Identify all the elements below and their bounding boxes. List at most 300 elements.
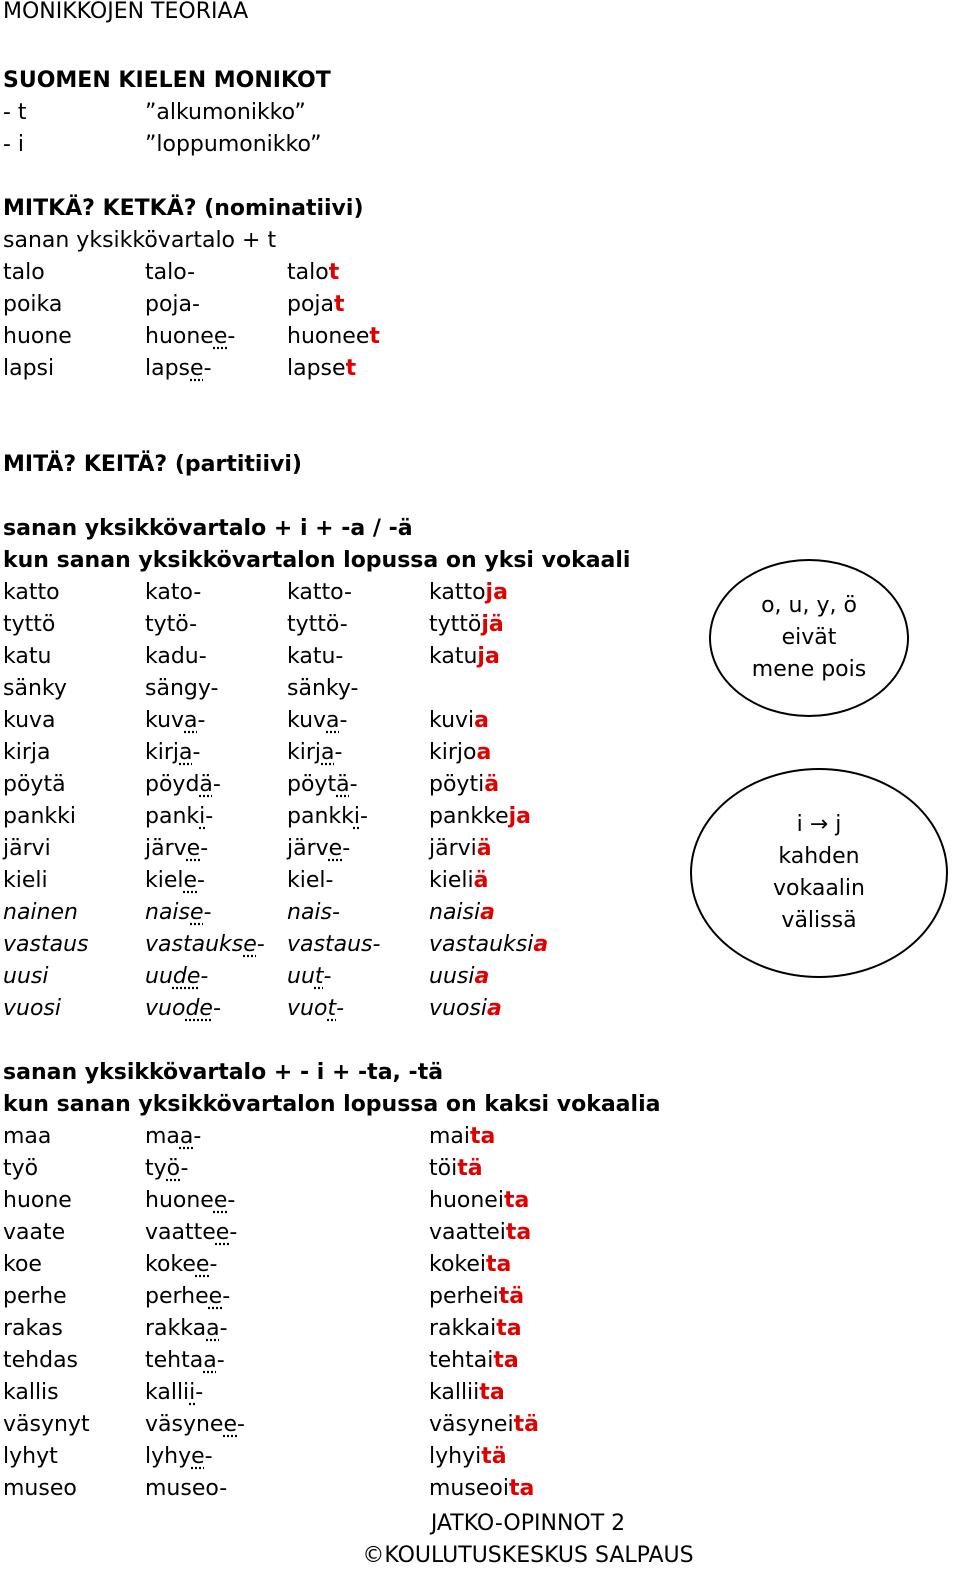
stem-text: uu xyxy=(145,964,173,989)
stem-cell xyxy=(287,993,344,1025)
stem-cell xyxy=(145,1473,227,1505)
stem-text: pöyt xyxy=(287,772,337,797)
plural-ending: jä xyxy=(481,612,504,637)
stem-text: lyhy xyxy=(145,1444,192,1469)
stem-cell xyxy=(287,673,358,705)
intro-row xyxy=(0,97,700,129)
word-text: rakas xyxy=(3,1316,63,1341)
plural-form xyxy=(429,641,500,673)
word-row xyxy=(0,673,700,705)
plural-stem: mai xyxy=(429,1124,471,1149)
base-word xyxy=(3,705,56,737)
stem-cell xyxy=(145,641,207,673)
stem-hyphen: - xyxy=(204,1444,213,1469)
plural-ending: tä xyxy=(457,1156,483,1181)
stem-cell xyxy=(145,705,205,737)
base-word xyxy=(3,289,62,321)
plural-ending: a xyxy=(480,900,495,925)
stem-cell xyxy=(287,897,340,929)
stem-cell xyxy=(145,1249,217,1281)
plural-ending: ta xyxy=(486,1252,512,1277)
plural-stem: poja xyxy=(287,292,335,317)
word-text: kallis xyxy=(3,1380,59,1405)
word-row xyxy=(0,929,700,961)
word-text: kirja xyxy=(3,740,51,765)
stem-cell xyxy=(145,577,201,609)
base-word xyxy=(3,993,61,1025)
stem-vowel: e xyxy=(213,324,228,349)
stem-vowel: e xyxy=(215,1220,230,1245)
word-row xyxy=(0,1473,700,1505)
i-to-j-bubble xyxy=(690,768,948,978)
nominative-rule: sanan yksikkövartalo + t xyxy=(3,228,277,253)
stem-hyphen: - xyxy=(349,772,358,797)
plural-form xyxy=(429,1281,524,1313)
word-row xyxy=(0,1217,700,1249)
base-word xyxy=(3,929,88,961)
stem-text: sänky- xyxy=(287,676,359,701)
word-text: väsynyt xyxy=(3,1412,90,1437)
stem-hyphen: - xyxy=(229,1220,238,1245)
stem-hyphen: - xyxy=(222,1284,231,1309)
plural-form xyxy=(287,321,380,353)
word-row xyxy=(0,641,700,673)
stem-cell xyxy=(145,833,208,865)
word-row xyxy=(0,321,700,353)
stem-text: perhe xyxy=(145,1284,209,1309)
footer-copyright: ©KOULUTUSKESKUS SALPAUS xyxy=(362,1543,694,1568)
word-row xyxy=(0,993,700,1025)
word-row xyxy=(0,769,700,801)
plural-stem: katu xyxy=(429,644,478,669)
stem-hyphen: - xyxy=(212,996,221,1021)
stem-vowel: de xyxy=(185,996,213,1021)
word-text: poika xyxy=(3,292,63,317)
stem-text: laps xyxy=(145,356,191,381)
base-word xyxy=(3,1377,59,1409)
word-row xyxy=(0,257,700,289)
stem-hyphen: - xyxy=(203,900,212,925)
plural-stem: järvi xyxy=(429,836,477,861)
stem-hyphen: - xyxy=(205,804,214,829)
base-word xyxy=(3,897,78,929)
base-word xyxy=(3,321,72,353)
stem-hyphen: - xyxy=(227,1188,236,1213)
word-row xyxy=(0,865,700,897)
bubble-from-letter: i xyxy=(796,812,803,837)
plural-stem: kieli xyxy=(429,868,474,893)
word-row xyxy=(0,353,700,385)
stem-text: rakka xyxy=(145,1316,207,1341)
stem-text: pank xyxy=(145,804,200,829)
bubble-line: kahden xyxy=(778,844,860,869)
stem-text: kiel xyxy=(145,868,184,893)
stem-vowel: t xyxy=(314,964,324,989)
plural-stem: tyttö xyxy=(429,612,482,637)
bubble-line: vokaalin xyxy=(773,876,865,901)
word-text: perhe xyxy=(3,1284,67,1309)
stem-text: ma xyxy=(145,1124,180,1149)
plural-form xyxy=(429,833,492,865)
stem-vowel: ä xyxy=(199,772,213,797)
stem-cell xyxy=(145,897,212,929)
plural-form xyxy=(429,1345,519,1377)
stem-hyphen: - xyxy=(334,740,343,765)
stem-text: vuo xyxy=(287,996,328,1021)
plural-ending: tä xyxy=(513,1412,539,1437)
stem-text: museo- xyxy=(145,1476,228,1501)
plural-ending: t xyxy=(345,356,357,381)
stem-text: pöyd xyxy=(145,772,200,797)
word-text: lapsi xyxy=(3,356,55,381)
plural-ending: a xyxy=(474,964,490,989)
stem-vowel: a xyxy=(321,740,335,765)
plural-ending: ta xyxy=(479,1380,505,1405)
stem-text: ty xyxy=(145,1156,167,1181)
plural-stem: töi xyxy=(429,1156,458,1181)
stem-hyphen: - xyxy=(237,1412,245,1437)
plural-stem: perhei xyxy=(429,1284,499,1309)
stem-hyphen: - xyxy=(216,1348,225,1373)
stem-text: kato- xyxy=(145,580,202,605)
word-row xyxy=(0,801,700,833)
word-row xyxy=(0,737,700,769)
stem-cell xyxy=(145,1313,228,1345)
stem-hyphen: - xyxy=(256,932,265,957)
plural-ending: ta xyxy=(505,1220,532,1245)
stem-cell xyxy=(145,801,213,833)
plural-form xyxy=(429,769,499,801)
base-word xyxy=(3,577,60,609)
stem-hyphen: - xyxy=(336,996,345,1021)
plural-ending: ta xyxy=(496,1316,522,1341)
bubble-to-letter: j xyxy=(835,812,842,837)
stem-cell xyxy=(145,1377,203,1409)
word-text: vuosi xyxy=(3,996,61,1021)
footer-course: JATKO-OPINNOT 2 xyxy=(430,1511,626,1536)
stem-cell xyxy=(287,609,348,641)
word-row xyxy=(0,1121,700,1153)
stem-hyphen: - xyxy=(195,1380,204,1405)
stem-vowel: a xyxy=(184,708,198,733)
word-row xyxy=(0,1249,700,1281)
stem-vowel: a xyxy=(206,1316,220,1341)
base-word xyxy=(3,673,67,705)
plural-stem: kuvi xyxy=(429,708,475,733)
plural-ending: ä xyxy=(484,772,500,797)
stem-text: uu xyxy=(287,964,315,989)
base-word xyxy=(3,1153,38,1185)
stem-cell xyxy=(145,289,200,321)
stem-vowel: e xyxy=(186,836,201,861)
stem-cell xyxy=(287,769,358,801)
stem-cell xyxy=(287,961,331,993)
base-word xyxy=(3,1281,67,1313)
base-word xyxy=(3,641,51,673)
stem-vowel: i xyxy=(199,804,206,829)
word-row xyxy=(0,1409,700,1441)
plural-stem: vuosi xyxy=(429,996,487,1021)
base-word xyxy=(3,833,51,865)
stem-text: kirj xyxy=(145,740,180,765)
stem-cell xyxy=(145,1409,245,1441)
stem-text: tytö- xyxy=(145,612,198,637)
stem-vowel: a xyxy=(179,740,193,765)
stem-vowel: e xyxy=(328,836,343,861)
plural-stem: huonei xyxy=(429,1188,504,1213)
plural-form xyxy=(429,1217,531,1249)
word-text: kuva xyxy=(3,708,56,733)
stem-cell xyxy=(145,673,218,705)
word-text: pöytä xyxy=(3,772,66,797)
word-row xyxy=(0,1185,700,1217)
stem-text: kalli xyxy=(145,1380,190,1405)
plural-ending: tä xyxy=(481,1444,507,1469)
plural-ending: ja xyxy=(508,804,532,829)
plural-suffix: - t xyxy=(3,100,27,125)
plural-ending: t xyxy=(369,324,380,349)
base-word xyxy=(3,1249,42,1281)
stem-cell xyxy=(287,833,350,865)
plural-form xyxy=(429,865,488,897)
stem-cell xyxy=(145,1217,237,1249)
stem-text: vastaus- xyxy=(287,932,381,957)
stem-text: kirj xyxy=(287,740,322,765)
stem-cell xyxy=(145,769,221,801)
stem-cell xyxy=(145,1281,230,1313)
stem-vowel: e xyxy=(223,1412,238,1437)
word-row xyxy=(0,577,700,609)
stem-text: pankk xyxy=(287,804,354,829)
stem-cell xyxy=(145,257,195,289)
word-text: nainen xyxy=(3,900,78,925)
plural-stem: katto xyxy=(429,580,486,605)
word-text: tyttö xyxy=(3,612,56,637)
stem-vowel: e xyxy=(243,932,257,957)
stem-text: järv xyxy=(287,836,329,861)
plural-ending: t xyxy=(328,260,340,285)
word-row xyxy=(0,705,700,737)
bubble-line: mene pois xyxy=(751,657,867,682)
stem-cell xyxy=(145,353,212,385)
plural-form xyxy=(429,929,548,961)
stem-cell xyxy=(145,1441,213,1473)
word-row xyxy=(0,897,700,929)
stem-vowel: e xyxy=(195,1252,210,1277)
stem-text: järv xyxy=(145,836,187,861)
stem-vowel: i xyxy=(353,804,360,829)
stem-hyphen: - xyxy=(360,804,368,829)
bubble-line: välissä xyxy=(781,908,857,933)
stem-cell xyxy=(287,801,368,833)
stem-text: vuo xyxy=(145,996,186,1021)
bubble-line xyxy=(797,809,842,841)
stem-vowel: a xyxy=(326,708,340,733)
stem-text: koke xyxy=(145,1252,196,1277)
word-text: työ xyxy=(3,1156,39,1181)
plural-suffix: - i xyxy=(3,132,25,157)
plural-name: ”loppumonikko” xyxy=(145,132,322,157)
plural-form xyxy=(429,737,491,769)
plural-form xyxy=(429,1377,505,1409)
plural-stem: tehtai xyxy=(429,1348,494,1373)
stem-hyphen: - xyxy=(203,356,212,381)
intro-row xyxy=(0,129,700,161)
stem-cell xyxy=(145,609,197,641)
plural-ending: ta xyxy=(493,1348,519,1373)
page-title: MONIKKOJEN TEORIAA xyxy=(3,0,249,24)
stem-cell xyxy=(287,929,380,961)
stem-vowel: e xyxy=(190,356,204,381)
stem-text: kuv xyxy=(287,708,327,733)
plural-stem: vaattei xyxy=(429,1220,506,1245)
plural-stem: pankke xyxy=(429,804,509,829)
stem-cell xyxy=(145,737,200,769)
stem-text: kuv xyxy=(145,708,185,733)
plural-ending: tä xyxy=(498,1284,525,1309)
word-row xyxy=(0,1441,700,1473)
plural-stem: naisi xyxy=(429,900,481,925)
stem-text: huone xyxy=(145,1188,214,1213)
plural-ending: ta xyxy=(503,1188,530,1213)
plural-stem: lapse xyxy=(287,356,346,381)
word-text: tehdas xyxy=(3,1348,79,1373)
base-word xyxy=(3,801,76,833)
base-word xyxy=(3,1185,72,1217)
word-text: katu xyxy=(3,644,52,669)
stem-text: poja- xyxy=(145,292,200,317)
word-text: museo xyxy=(3,1476,77,1501)
stem-cell xyxy=(145,321,235,353)
plural-form xyxy=(429,1153,483,1185)
stem-text: kiel- xyxy=(287,868,334,893)
plural-ending: a xyxy=(474,708,489,733)
plural-stem: kokei xyxy=(429,1252,487,1277)
stem-vowel: a xyxy=(203,1348,217,1373)
word-text: lyhyt xyxy=(3,1444,58,1469)
stem-vowel: ö xyxy=(166,1156,181,1181)
word-text: maa xyxy=(3,1124,52,1149)
stem-hyphen: - xyxy=(339,708,348,733)
base-word xyxy=(3,257,45,289)
partitive-rule-2: sanan yksikkövartalo + - i + -ta, -tä xyxy=(3,1060,444,1085)
word-row xyxy=(0,961,700,993)
stem-hyphen: - xyxy=(323,964,332,989)
word-row xyxy=(0,833,700,865)
stem-text: vaatte xyxy=(145,1220,216,1245)
plural-form xyxy=(429,1409,539,1441)
stem-cell xyxy=(145,1345,225,1377)
plural-ending: t xyxy=(334,292,345,317)
base-word xyxy=(3,769,66,801)
plural-form xyxy=(429,577,508,609)
stem-text: katu- xyxy=(287,644,344,669)
word-row xyxy=(0,1345,700,1377)
stem-cell xyxy=(287,865,333,897)
stem-text: sängy- xyxy=(145,676,219,701)
base-word xyxy=(3,737,51,769)
stem-text: nais xyxy=(145,900,190,925)
stem-vowel: t xyxy=(327,996,337,1021)
base-word xyxy=(3,865,48,897)
stem-cell xyxy=(145,865,205,897)
stem-vowel: a xyxy=(179,1124,194,1149)
plural-form xyxy=(429,1313,522,1345)
stem-text: huone xyxy=(145,324,214,349)
word-text: sänky xyxy=(3,676,67,701)
stem-cell xyxy=(287,577,352,609)
plural-stem: väsynei xyxy=(429,1412,514,1437)
plural-stem: museoi xyxy=(429,1476,509,1501)
plural-form xyxy=(287,257,339,289)
plural-stem: kallii xyxy=(429,1380,480,1405)
base-word xyxy=(3,353,54,385)
stem-vowel: e xyxy=(190,900,204,925)
stem-hyphen: - xyxy=(180,1156,189,1181)
plural-ending: ja xyxy=(485,580,508,605)
base-word xyxy=(3,1345,78,1377)
partitive-rule-1-condition: kun sanan yksikkövartalon lopussa on yksi vokaali xyxy=(3,548,631,573)
vowel-note-bubble xyxy=(709,559,909,717)
word-row xyxy=(0,1377,700,1409)
plural-ending: ta xyxy=(508,1476,535,1501)
plural-form xyxy=(429,1473,534,1505)
word-row xyxy=(0,1153,700,1185)
plural-form xyxy=(429,897,495,929)
word-text: vastaus xyxy=(3,932,89,957)
plural-form xyxy=(429,961,489,993)
stem-hyphen: - xyxy=(209,1252,218,1277)
stem-hyphen: - xyxy=(219,1316,228,1341)
plural-form xyxy=(429,609,504,641)
base-word xyxy=(3,1409,90,1441)
partitive-rule-1: sanan yksikkövartalo + i + -a / -ä xyxy=(3,516,413,541)
word-text: pankki xyxy=(3,804,76,829)
word-text: uusi xyxy=(3,964,49,989)
stem-text: nais- xyxy=(287,900,340,925)
stem-cell xyxy=(145,1185,235,1217)
word-text: talo xyxy=(3,260,45,285)
plural-form xyxy=(429,1121,495,1153)
plural-stem: huonee xyxy=(287,324,370,349)
stem-cell xyxy=(145,1121,201,1153)
plural-name: ”alkumonikko” xyxy=(145,100,306,125)
bubble-line: eivät xyxy=(781,625,837,650)
stem-vowel: e xyxy=(213,1188,228,1213)
partitive-rule-2-condition: kun sanan yksikkövartalon lopussa on kaksi vokaalia xyxy=(3,1092,661,1117)
plural-ending: ä xyxy=(476,836,492,861)
word-text: vaate xyxy=(3,1220,66,1245)
plural-ending: a xyxy=(487,996,502,1021)
base-word xyxy=(3,1473,77,1505)
stem-vowel: e xyxy=(208,1284,223,1309)
arrow-right-icon: → xyxy=(809,812,829,837)
stem-hyphen: - xyxy=(197,708,206,733)
base-word xyxy=(3,1313,63,1345)
plural-ending: a xyxy=(476,740,492,765)
stem-hyphen: - xyxy=(200,836,209,861)
stem-hyphen: - xyxy=(212,772,221,797)
plural-ending: ta xyxy=(470,1124,496,1149)
plural-form xyxy=(429,801,531,833)
word-text: huone xyxy=(3,324,72,349)
stem-hyphen: - xyxy=(197,868,205,893)
plural-form xyxy=(287,353,356,385)
intro-heading: SUOMEN KIELEN MONIKOT xyxy=(3,68,331,93)
stem-text: tyttö- xyxy=(287,612,348,637)
plural-form xyxy=(429,1441,507,1473)
word-text: katto xyxy=(3,580,60,605)
